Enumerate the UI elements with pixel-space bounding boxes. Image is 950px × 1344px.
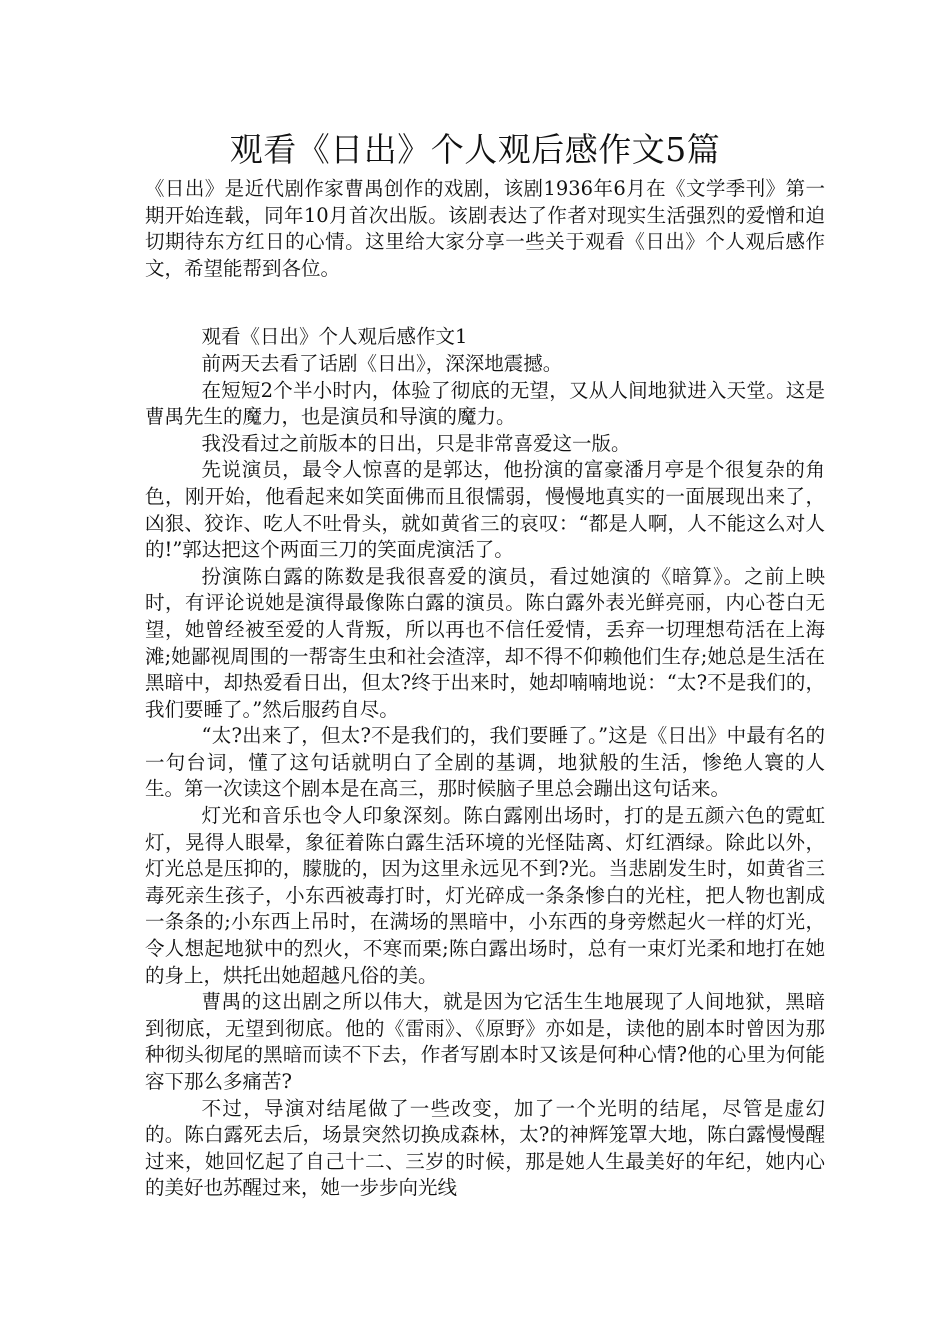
body-paragraph: 先说演员，最令人惊喜的是郭达，他扮演的富豪潘月亭是个很复杂的角色，刚开始，他看起来如笑面佛而且很懦弱，慢慢地真实的一面展现出来了，凶狠、狡诈、吃人不吐骨头，就如黄省三的哀叹：“都是人啊，人不能这么对人的!”郭达把这个两面三刀的笑面虎演活了。 — [145, 458, 825, 562]
body-paragraph: “太?出来了，但太?不是我们的，我们要睡了。”这是《日出》中最有名的一句台词，懂了这句话就明白了全剧的基调，地狱般的生活，惨绝人寰的人生。第一次读这个剧本是在高三，那时候脑子里总会蹦出这句话来。 — [145, 724, 825, 801]
paragraph-gap — [145, 282, 825, 324]
document-body — [145, 176, 825, 1202]
intro-paragraph: 《日出》是近代剧作家曹禺创作的戏剧，该剧1936年6月在《文学季刊》第一期开始连载，同年10月首次出版。该剧表达了作者对现实生活强烈的爱憎和迫切期待东方红日的心情。这里给大家分享一些关于观看《日出》个人观后感作文，希望能帮到各位。 — [145, 177, 825, 280]
body-paragraph: 前两天去看了话剧《日出》，深深地震撼。 — [201, 351, 563, 375]
body-paragraph: 扮演陈白露的陈数是我很喜爱的演员，看过她演的《暗算》。之前上映时，有评论说她是演得最像陈白露的演员。陈白露外表光鲜亮丽，内心苍白无望，她曾经被至爱的人背叛，所以再也不信任爱情，丢弃一切理想苟活在上海滩;她鄙视周围的一帮寄生虫和社会渣滓，却不得不仰赖他们生存;她总是生活在黑暗中，却热爱看日出，但太?终于出来时，她却喃喃地说：“太?不是我们的，我们要睡了。”然后服药自尽。 — [145, 564, 825, 721]
body-paragraph: 曹禺的这出剧之所以伟大，就是因为它活生生地展现了人间地狱，黑暗到彻底，无望到彻底。他的《雷雨》、《原野》亦如是，读他的剧本时曾因为那种彻头彻尾的黑暗而读不下去，作者写剧本时又该是何种心情?他的心里为何能容下那么多痛苦? — [145, 990, 825, 1093]
document-title: 观看《日出》个人观后感作文5篇 — [229, 130, 721, 169]
body-paragraph: 我没看过之前版本的日出，只是非常喜爱这一版。 — [201, 431, 631, 455]
body-paragraph: 不过，导演对结尾做了一些改变，加了一个光明的结尾，尽管是虚幻的。陈白露死去后，场景突然切换成森林，太?的神辉笼罩大地，陈白露慢慢醒过来，她回忆起了自己十二、三岁的时候，那是她人生最美好的年纪，她内心的美好也苏醒过来，她一步步向光线 — [145, 1096, 825, 1200]
section-heading: 观看《日出》个人观后感作文1 — [201, 325, 468, 349]
body-paragraph: 在短短2个半小时内，体验了彻底的无望，又从人间地狱进入天堂。这是曹禺先生的魔力，也是演员和导演的魔力。 — [145, 378, 825, 429]
body-paragraph: 灯光和音乐也令人印象深刻。陈白露刚出场时，打的是五颜六色的霓虹灯，晃得人眼晕，象征着陈白露生活环境的光怪陆离、灯红酒绿。除此以外，灯光总是压抑的，朦胧的，因为这里永远见不到?光。当悲剧发生时，如黄省三毒死亲生孩子，小东西被毒打时，灯光碎成一条条惨白的光柱，把人物也割成一条条的;小东西上吊时，在满场的黑暗中，小东西的身旁燃起火一样的灯光，令人想起地狱中的烈火，不寒而栗;陈白露出场时，总有一束灯光柔和地打在她的身上，烘托出她超越凡俗的美。 — [145, 804, 825, 987]
